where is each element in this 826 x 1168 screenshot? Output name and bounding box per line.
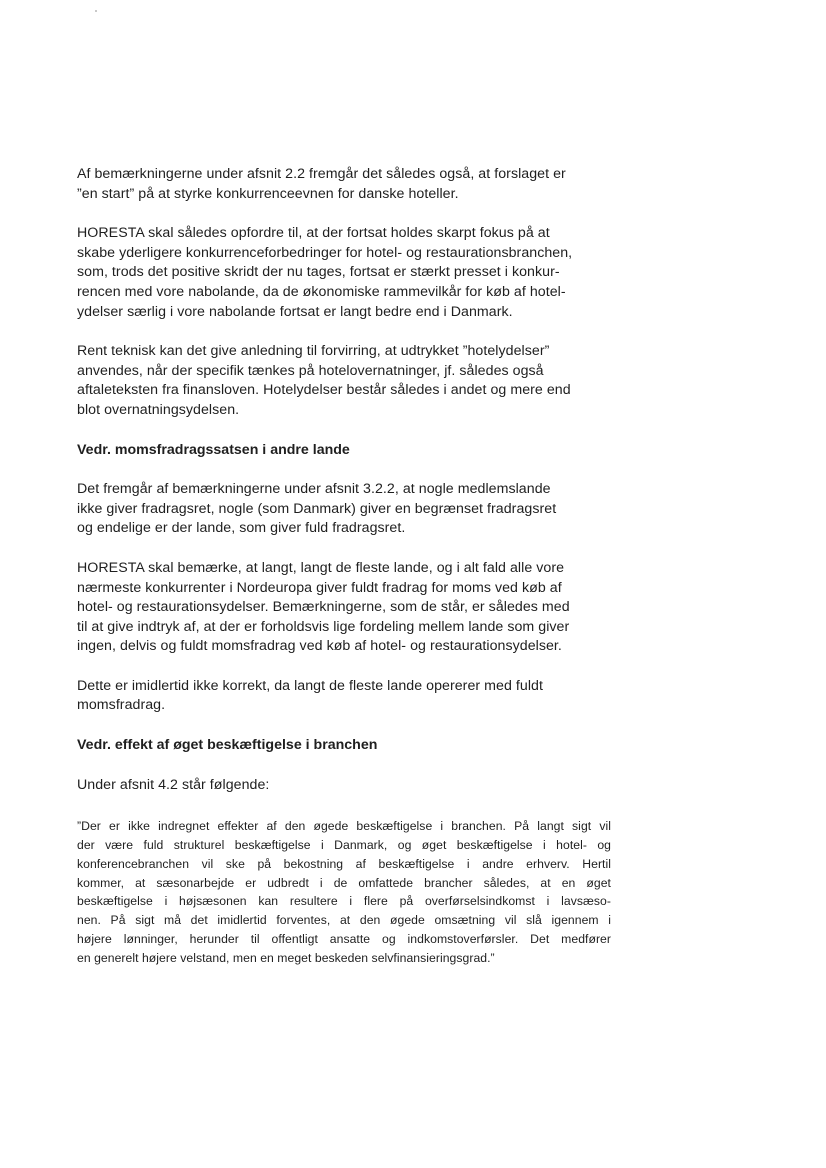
scan-speck bbox=[95, 10, 97, 12]
paragraph-5 bbox=[77, 559, 617, 657]
block-quote bbox=[77, 817, 617, 967]
quote-line: ”Der er ikke indregnet effekter af den øgede beskæftigelse i branchen. På langt sigt vil bbox=[77, 819, 611, 834]
text-line: nærmeste konkurrenter i Nordeuropa giver fuldt fradrag for moms ved køb af bbox=[77, 579, 562, 596]
quote-line: højere lønninger, herunder til offentligt ansatte og indkomstoverførsler. Det medfører bbox=[77, 932, 611, 947]
text-line: blot overnatningsydelsen. bbox=[77, 401, 240, 418]
paragraph-6 bbox=[77, 677, 617, 716]
text-line: anvendes, når der specifik tænkes på hotelovernatninger, jf. således også bbox=[77, 362, 544, 379]
text-line: ingen, delvis og fuldt momsfradrag ved køb af hotel- og restaurationsydelser. bbox=[77, 638, 562, 655]
section-heading: Vedr. momsfradragssatsen i andre lande bbox=[77, 441, 350, 458]
text-line: rencen med vore nabolande, da de økonomiske rammevilkår for køb af hotel- bbox=[77, 283, 566, 300]
paragraph-3 bbox=[77, 342, 617, 420]
text-line: hotel- og restaurationsydelser. Bemærkningerne, som de står, er således med bbox=[77, 599, 570, 616]
text-line: aftaleteksten fra finansloven. Hotelydelser består således i andet og mere end bbox=[77, 382, 571, 399]
quote-line: en generelt højere velstand, men en meget beskeden selvfinansieringsgrad.” bbox=[77, 950, 495, 965]
quote-line: der være fuld strukturel beskæftigelse i Danmark, og øget beskæftigelse i hotel- og bbox=[77, 838, 611, 853]
paragraph-7 bbox=[77, 776, 617, 796]
text-line: HORESTA skal således opfordre til, at der fortsat holdes skarpt fokus på at bbox=[77, 225, 550, 242]
paragraph-4 bbox=[77, 480, 617, 539]
text-line: Under afsnit 4.2 står følgende: bbox=[77, 776, 270, 793]
text-line: skabe yderligere konkurrenceforbedringer for hotel- og restaurationsbranchen, bbox=[77, 244, 573, 261]
section-heading: Vedr. effekt af øget beskæftigelse i branchen bbox=[77, 737, 378, 754]
text-line: og endelige er der lande, som giver fuld fradragsret. bbox=[77, 520, 406, 537]
text-line: Dette er imidlertid ikke korrekt, da langt de fleste lande opererer med fuldt bbox=[77, 677, 543, 694]
text-line: ”en start” på at styrke konkurrenceevnen for danske hoteller. bbox=[77, 185, 459, 202]
document-body bbox=[77, 165, 617, 968]
text-line: til at give indtryk af, at der er forholdsvis lige fordeling mellem lande som giver bbox=[77, 618, 570, 635]
quote-line: konferencebranchen vil ske på bekostning af beskæftigelse i andre erhverv. Hertil bbox=[77, 856, 611, 871]
quote-line: beskæftigelse i højsæsonen kan resultere i flere på overførselsindkomst i lavsæso- bbox=[77, 894, 611, 909]
quote-line: kommer, at sæsonarbejde er udbredt i de omfattede brancher således, at en øget bbox=[77, 875, 611, 890]
paragraph-2 bbox=[77, 224, 617, 322]
paragraph-1 bbox=[77, 165, 617, 204]
text-line: HORESTA skal bemærke, at langt, langt de fleste lande, og i alt fald alle vore bbox=[77, 559, 565, 576]
text-line: Rent teknisk kan det give anledning til forvirring, at udtrykket ”hotelydelser” bbox=[77, 343, 550, 360]
text-line: momsfradrag. bbox=[77, 697, 166, 714]
text-line: som, trods det positive skridt der nu tages, fortsat er stærkt presset i konkur- bbox=[77, 264, 560, 281]
text-line: Det fremgår af bemærkningerne under afsnit 3.2.2, at nogle medlemslande bbox=[77, 481, 551, 498]
text-line: ikke giver fradragsret, nogle (som Danmark) giver en begrænset fradragsret bbox=[77, 500, 557, 517]
text-line: Af bemærkningerne under afsnit 2.2 fremgår det således også, at forslaget er bbox=[77, 166, 566, 182]
quote-line: nen. På sigt må det imidlertid forventes, at den øgede omsætning vil slå igennem i bbox=[77, 913, 611, 928]
text-line: ydelser særlig i vore nabolande fortsat er langt bedre end i Danmark. bbox=[77, 303, 513, 320]
